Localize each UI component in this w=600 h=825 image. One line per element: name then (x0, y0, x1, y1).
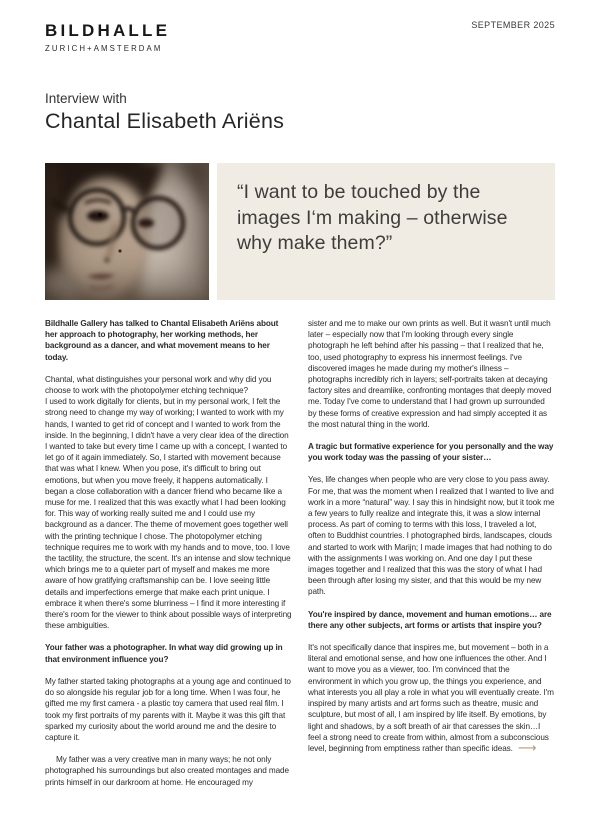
gallery-logo-subtitle: ZURICH+AMSTERDAM (45, 44, 163, 53)
artist-name: Chantal Elisabeth Ariëns (45, 109, 285, 133)
article-lead: Bildhalle Gallery has talked to Chantal Elisabeth Ariëns about her approach to photography, her working methods, her background as a dancer, and what movement means to her today. (45, 319, 279, 362)
answer-2-paragraph-1: My father started taking photographs at a young age and continued to do so alongside his regular job for a long time. When I was four, he gifted me my first camera - a plastic toy camera that used real film. I took my first portraits of my parents with it. Maybe it was this gift that sparked my curiosity about the world around me and the desire to capture it. (45, 676, 291, 742)
article-column-right (308, 318, 555, 816)
pull-quote-box (217, 163, 555, 300)
gallery-logo (45, 21, 170, 53)
answer-2-continued: sister and me to make our own prints as well. But it wasn't until much later – especially now that I'm looking through every single photograph he left behind after his passing – that I realized that he, too, used photography to express his innermost feelings. I've discovered images he made during my mother's illness – photographs incredibly rich in layers; self-portraits taken at decaying factory sites and dreamlike, confronting montages that deeply moved me. Today I've come to understand that I had grown up surrounded by these forms of creative expression and had simply accepted it as the most natural thing in the world. (308, 319, 552, 429)
answer-4-paragraph (308, 642, 555, 754)
gallery-logo-title: BILDHALLE (45, 21, 171, 40)
article-body (45, 318, 555, 816)
question-answer-1 (45, 374, 292, 632)
pull-quote-text: “I want to be touched by the images I‘m making – otherwise why make them?” (237, 181, 508, 255)
hero-row (45, 163, 555, 300)
page-title (45, 91, 284, 134)
question-3-heading: A tragic but formative experience for you personally and the way you work today was the passing of your sister… (308, 442, 554, 463)
title-kicker: Interview with (45, 91, 127, 106)
photo-vignette (45, 163, 209, 300)
answer-3-paragraph: Yes, life changes when people who are very close to you pass away. For me, that was the moment when I realized that I wanted to live and work in a more “natural” way. I say this in hindsight now, but it took me a few years to fully realize and integrate this, it was a slow internal process. As part of coming to terms with this loss, I traveled a lot, often to Buddhist countries. I photographed birds, landscapes, clouds and started to work with Marijn; I made images that had nothing to do with the assignments I was working on. And one day I put these images together and I realized that this was the story of what I had been through after losing my sister, and that this would be my new path. (308, 475, 555, 597)
portrait-photo (45, 163, 209, 300)
answer-4-text: It's not specifically dance that inspires me, but movement – both in a literal and emotional sense, and how one influences the other. And I want to move you as a viewer, too. I'm convinced that the environment in which you grow up, the things you experience, and what interests you all play a role in what you will eventually create. I'm inspired by many artists and art forms such as theatre, music and sculpture, but most of all, I am inspired by life itself. By emotions, by light and shadows, by a soft breath of air that caresses the skin…I feel a strong need to create from within, almost from a subconscious level, beginning from emptiness rather than specific ideas. (308, 643, 554, 753)
answer-2-paragraph-2: My father was a very creative man in many ways; he not only photographed his surroundings but also created montages and made prints himself in our darkroom at home. He encouraged my (45, 755, 289, 787)
question-2-heading: Your father was a photographer. In what way did growing up in that environment influence you? (45, 643, 283, 664)
issue-date: SEPTEMBER 2025 (471, 20, 555, 30)
question-1: Chantal, what distinguishes your personal work and why did you choose to work with the photopolymer etching technique? (45, 374, 272, 396)
continue-arrow-icon: ⟶ (517, 740, 536, 756)
question-4-heading: You're inspired by dance, movement and human emotions… are there any other subjects, art forms or artists that inspire you? (308, 609, 552, 630)
answer-1: I used to work digitally for clients, but in my personal work, I felt the strong need to change my way of working; I wanted to work with my hands, I wanted to get rid of concept and I wanted to work from the inside. In the beginning, I didn't have a very clear idea of the direction I wanted to take but every time I came up with a concept, I wanted to let go of it again immediately. So, I started with movement because that was what I knew. When you pose, it's difficult to bring out emotions, but when you move freely, it happens automatically. I began a close collaboration with a dancer friend who became like a muse for me. I realized that this was exactly what I had been looking for. This way of working really suited me and I could use my background as a dancer. The theme of movement goes together well with the printing technique I chose. The photopolymer etching technique requires me to work with my hands and to move, too. I love the tactility, the structure, the scent. It's an intense and slow technique which brings me to a quieter part of myself and makes me more aware of how gratifying craftsmanship can be. I love seeing little details and imperfections emerge that make each print unique. I embrace it when there's some blurriness – I find it more interesting if there's room for the viewer to think about possible ways of interpreting these ambiguities. (45, 397, 292, 631)
article-column-left (45, 318, 292, 816)
